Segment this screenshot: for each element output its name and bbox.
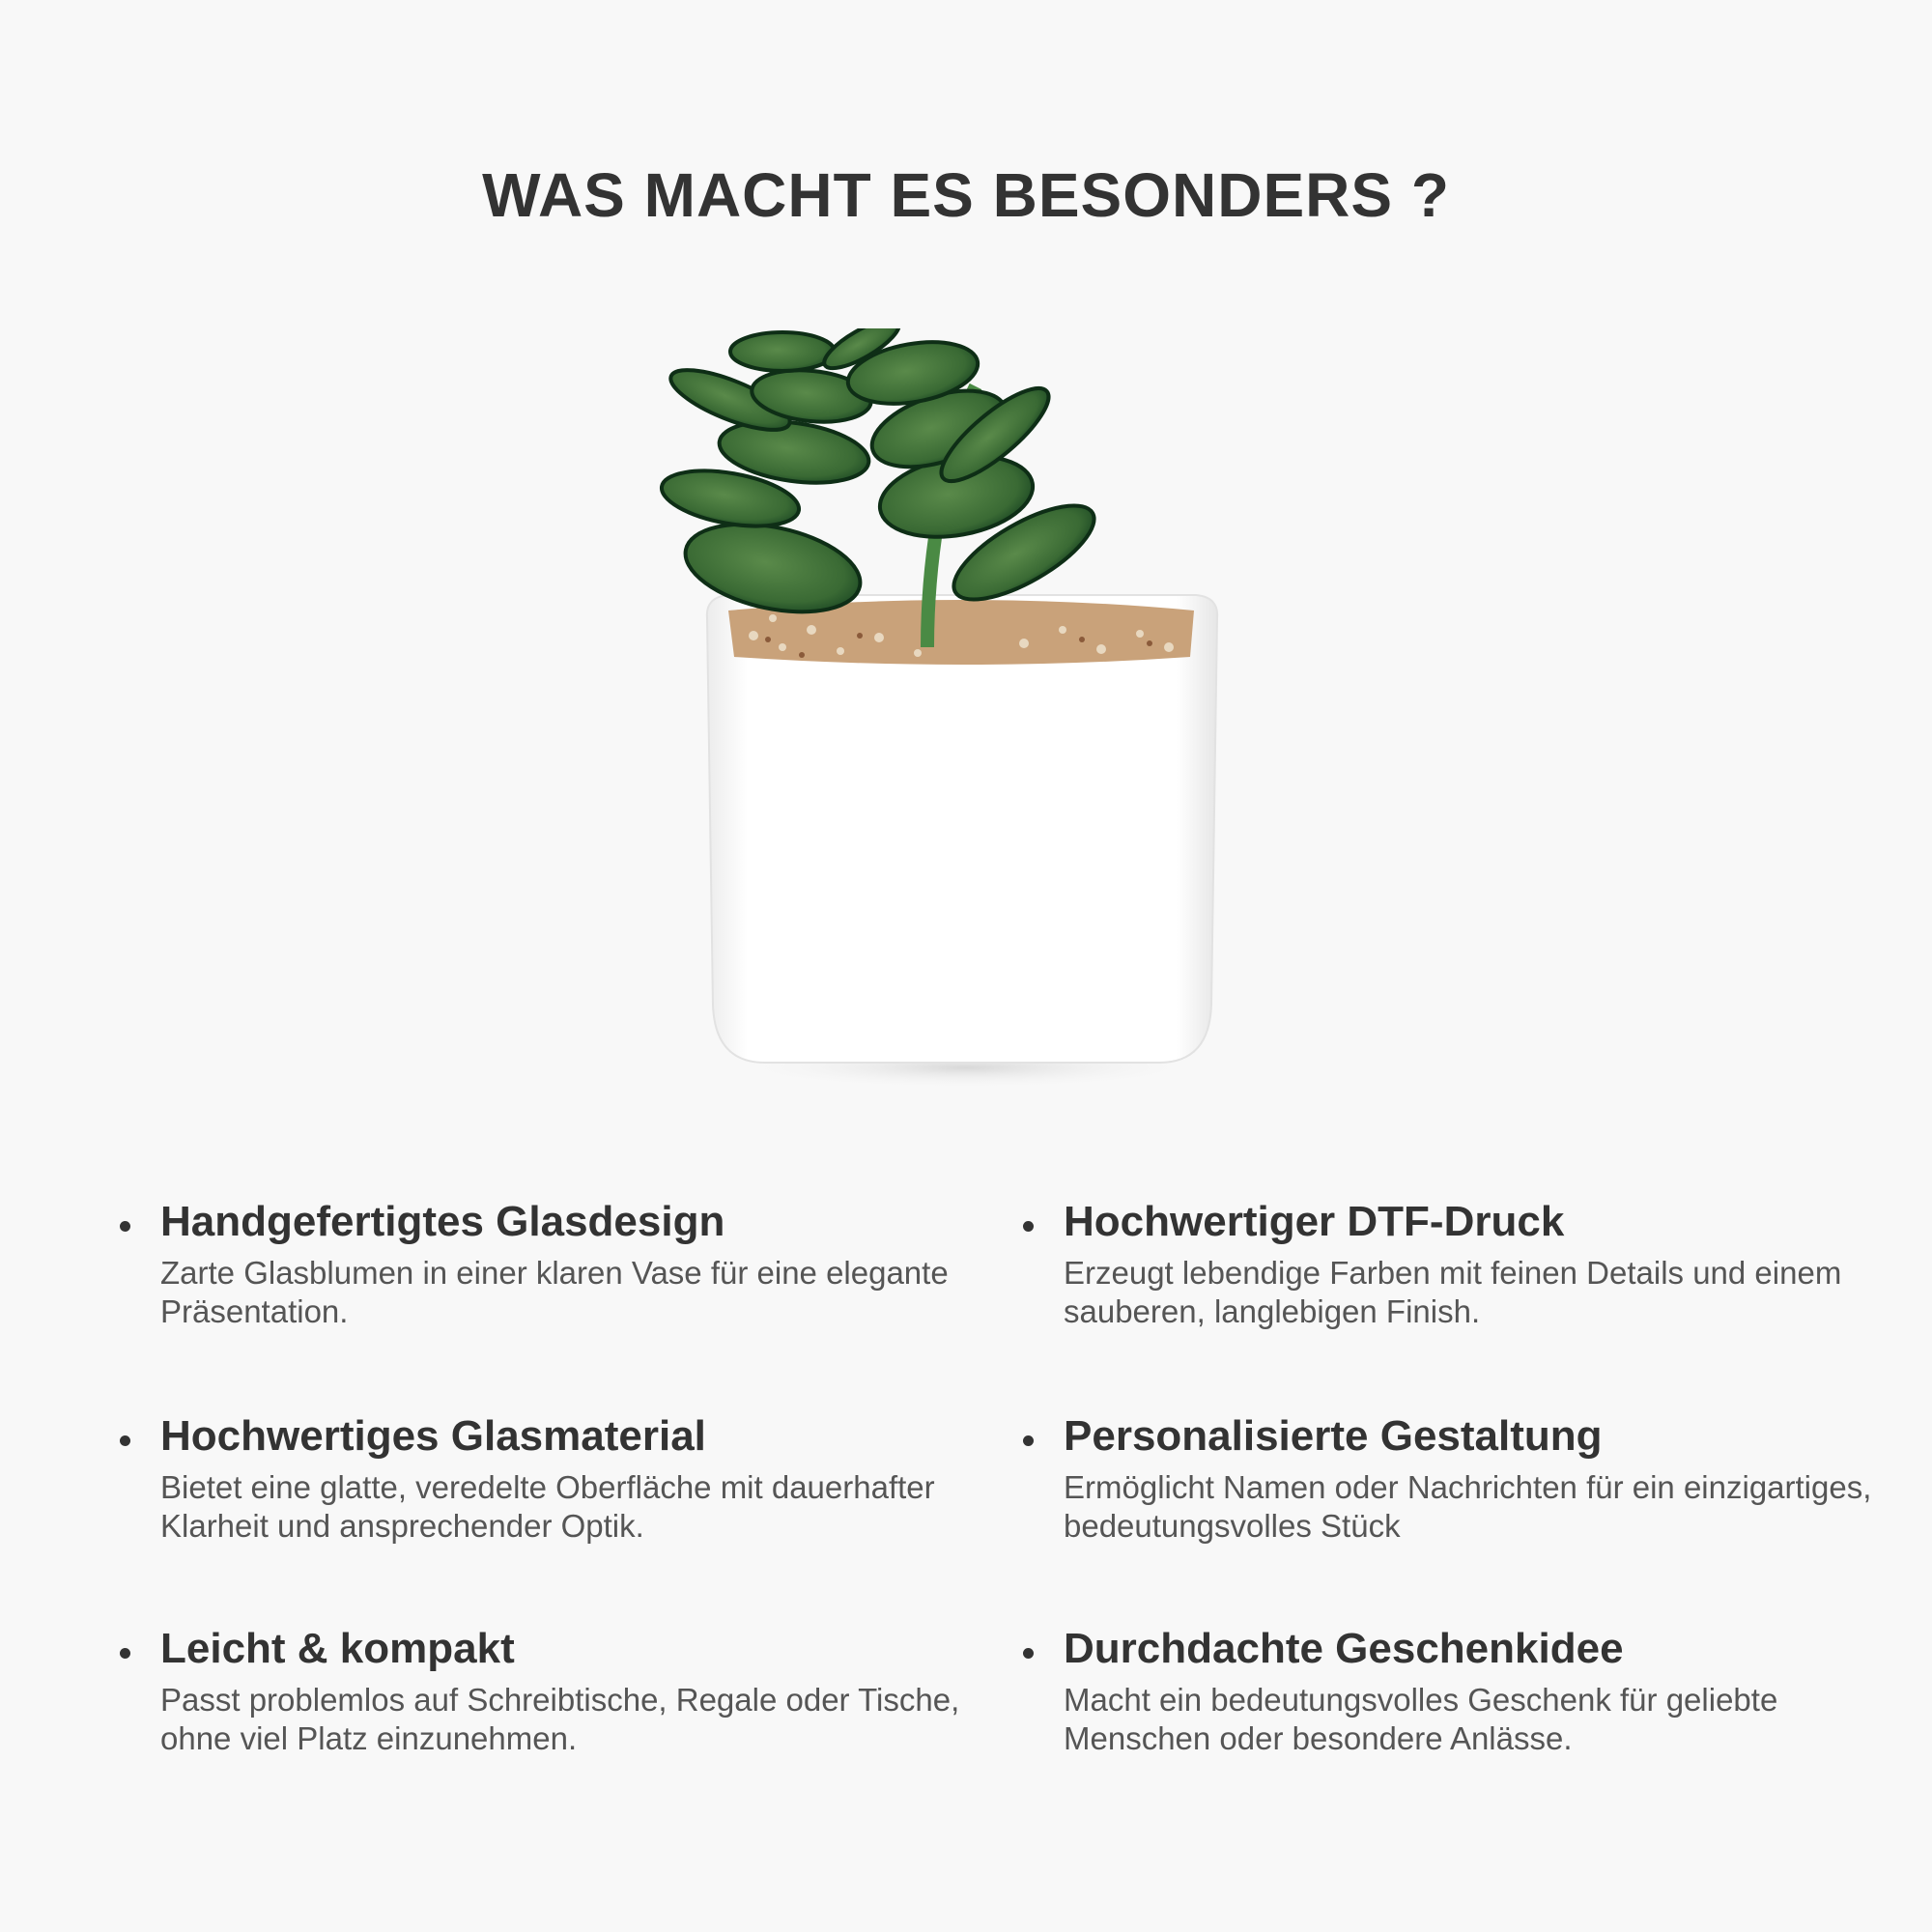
feature-item: [1064, 1194, 1894, 1331]
feature-title: Hochwertiges Glasmaterial: [160, 1412, 706, 1460]
feature-title: Handgefertigtes Glasdesign: [160, 1198, 725, 1245]
page-title: WAS MACHT ES BESONDERS ?: [482, 160, 1450, 230]
feature-title: Durchdachte Geschenkidee: [1064, 1625, 1624, 1672]
feature-description: Zarte Glasblumen in einer klaren Vase für eine elegante Präsentation.: [160, 1255, 949, 1329]
bullet-icon: [120, 1221, 130, 1232]
bullet-icon: [1023, 1435, 1034, 1446]
feature-description: Bietet eine glatte, veredelte Oberfläche mit dauerhafter Klarheit und ansprechender Optik.: [160, 1469, 935, 1544]
feature-title: Hochwertiger DTF-Druck: [1064, 1198, 1565, 1245]
feature-description: Erzeugt lebendige Farben mit feinen Details und einem sauberen, langlebigen Finish.: [1064, 1255, 1842, 1329]
feature-description: Ermöglicht Namen oder Nachrichten für ein einzigartiges, bedeutungsvolles Stück: [1064, 1469, 1872, 1544]
bullet-icon: [1023, 1221, 1034, 1232]
feature-item: [160, 1621, 991, 1758]
glass-succulent-in-white-pot-image: [638, 328, 1294, 1159]
feature-item: [1064, 1621, 1894, 1758]
feature-title: Leicht & kompakt: [160, 1625, 515, 1672]
feature-item: [1064, 1408, 1894, 1546]
bullet-icon: [1023, 1648, 1034, 1659]
feature-title: Personalisierte Gestaltung: [1064, 1412, 1603, 1460]
feature-item: [160, 1408, 991, 1546]
bullet-icon: [120, 1435, 130, 1446]
bullet-icon: [120, 1648, 130, 1659]
feature-description: Passt problemlos auf Schreibtische, Regale oder Tische, ohne viel Platz einzunehmen.: [160, 1682, 960, 1756]
feature-item: [160, 1194, 991, 1331]
feature-description: Macht ein bedeutungsvolles Geschenk für geliebte Menschen oder besondere Anlässe.: [1064, 1682, 1778, 1756]
